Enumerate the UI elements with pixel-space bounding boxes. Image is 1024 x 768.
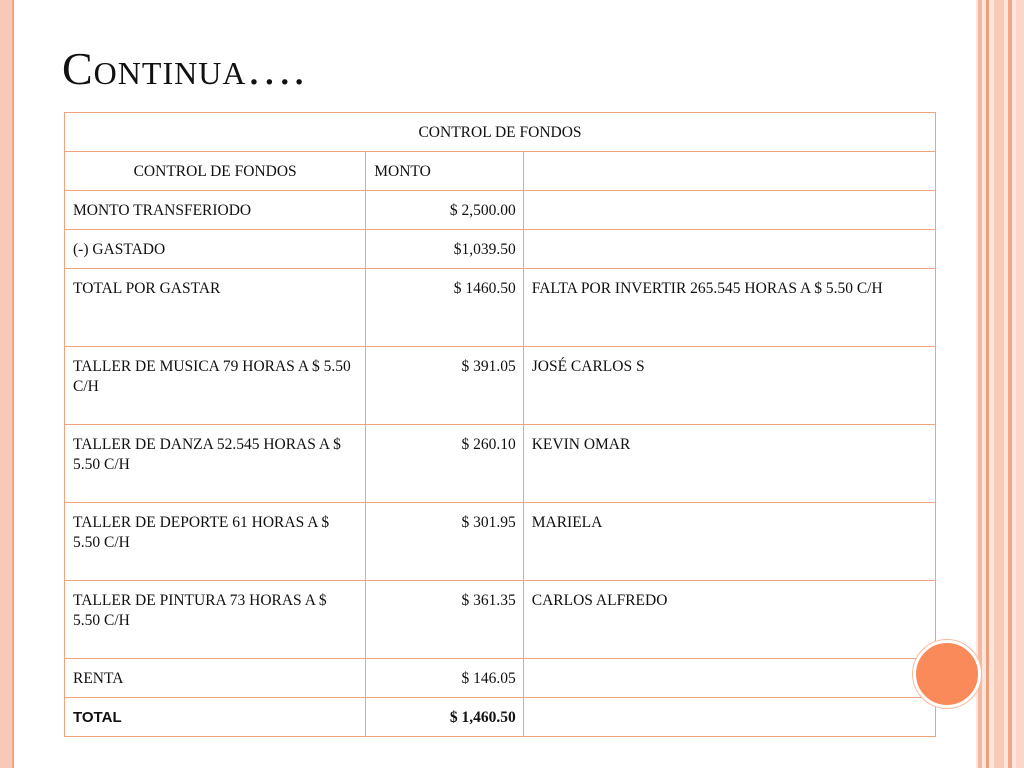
table-row bbox=[65, 230, 936, 269]
border-stripe bbox=[1016, 0, 1024, 768]
table-row bbox=[65, 503, 936, 581]
total-note bbox=[523, 698, 935, 737]
slide-title: Continua…. bbox=[62, 43, 306, 94]
table-row bbox=[65, 581, 936, 659]
table-total-row bbox=[65, 698, 936, 737]
row-note bbox=[523, 659, 935, 698]
slide-right-border bbox=[976, 0, 1024, 768]
decorative-circle bbox=[913, 640, 981, 708]
row-note: CARLOS ALFREDO bbox=[523, 581, 935, 659]
table-caption: CONTROL DE FONDOS bbox=[65, 113, 936, 152]
row-amount: $ 391.05 bbox=[366, 347, 523, 425]
row-concept: RENTA bbox=[65, 659, 366, 698]
header-note bbox=[523, 152, 935, 191]
header-concept: CONTROL DE FONDOS bbox=[65, 152, 366, 191]
row-note: KEVIN OMAR bbox=[523, 425, 935, 503]
row-note bbox=[523, 230, 935, 269]
row-concept: (-) GASTADO bbox=[65, 230, 366, 269]
row-concept: TALLER DE MUSICA 79 HORAS A $ 5.50 C/H bbox=[65, 347, 366, 425]
slide-left-border bbox=[0, 0, 14, 768]
border-stripe bbox=[994, 0, 1004, 768]
row-concept: TALLER DE DEPORTE 61 HORAS A $ 5.50 C/H bbox=[65, 503, 366, 581]
table-caption-row bbox=[65, 113, 936, 152]
row-note: FALTA POR INVERTIR 265.545 HORAS A $ 5.50 C/H bbox=[523, 269, 935, 347]
funds-control-table bbox=[64, 112, 936, 737]
total-amount: $ 1,460.50 bbox=[366, 698, 523, 737]
row-note: JOSÉ CARLOS S bbox=[523, 347, 935, 425]
row-amount: $ 260.10 bbox=[366, 425, 523, 503]
table-row bbox=[65, 347, 936, 425]
total-label: TOTAL bbox=[65, 698, 366, 737]
table-header-row bbox=[65, 152, 936, 191]
row-concept: MONTO TRANSFERIODO bbox=[65, 191, 366, 230]
row-concept: TALLER DE PINTURA 73 HORAS A $ 5.50 C/H bbox=[65, 581, 366, 659]
table-row bbox=[65, 269, 936, 347]
row-amount: $1,039.50 bbox=[366, 230, 523, 269]
row-amount: $ 361.35 bbox=[366, 581, 523, 659]
border-stripe bbox=[978, 0, 982, 768]
header-amount: MONTO bbox=[366, 152, 523, 191]
row-concept: TALLER DE DANZA 52.545 HORAS A $ 5.50 C/H bbox=[65, 425, 366, 503]
table-row bbox=[65, 425, 936, 503]
border-stripe bbox=[986, 0, 989, 768]
table-row bbox=[65, 659, 936, 698]
row-amount: $ 146.05 bbox=[366, 659, 523, 698]
table-row bbox=[65, 191, 936, 230]
border-stripe bbox=[1008, 0, 1012, 768]
row-note bbox=[523, 191, 935, 230]
row-amount: $ 2,500.00 bbox=[366, 191, 523, 230]
row-amount: $ 301.95 bbox=[366, 503, 523, 581]
row-note: MARIELA bbox=[523, 503, 935, 581]
row-amount: $ 1460.50 bbox=[366, 269, 523, 347]
row-concept: TOTAL POR GASTAR bbox=[65, 269, 366, 347]
